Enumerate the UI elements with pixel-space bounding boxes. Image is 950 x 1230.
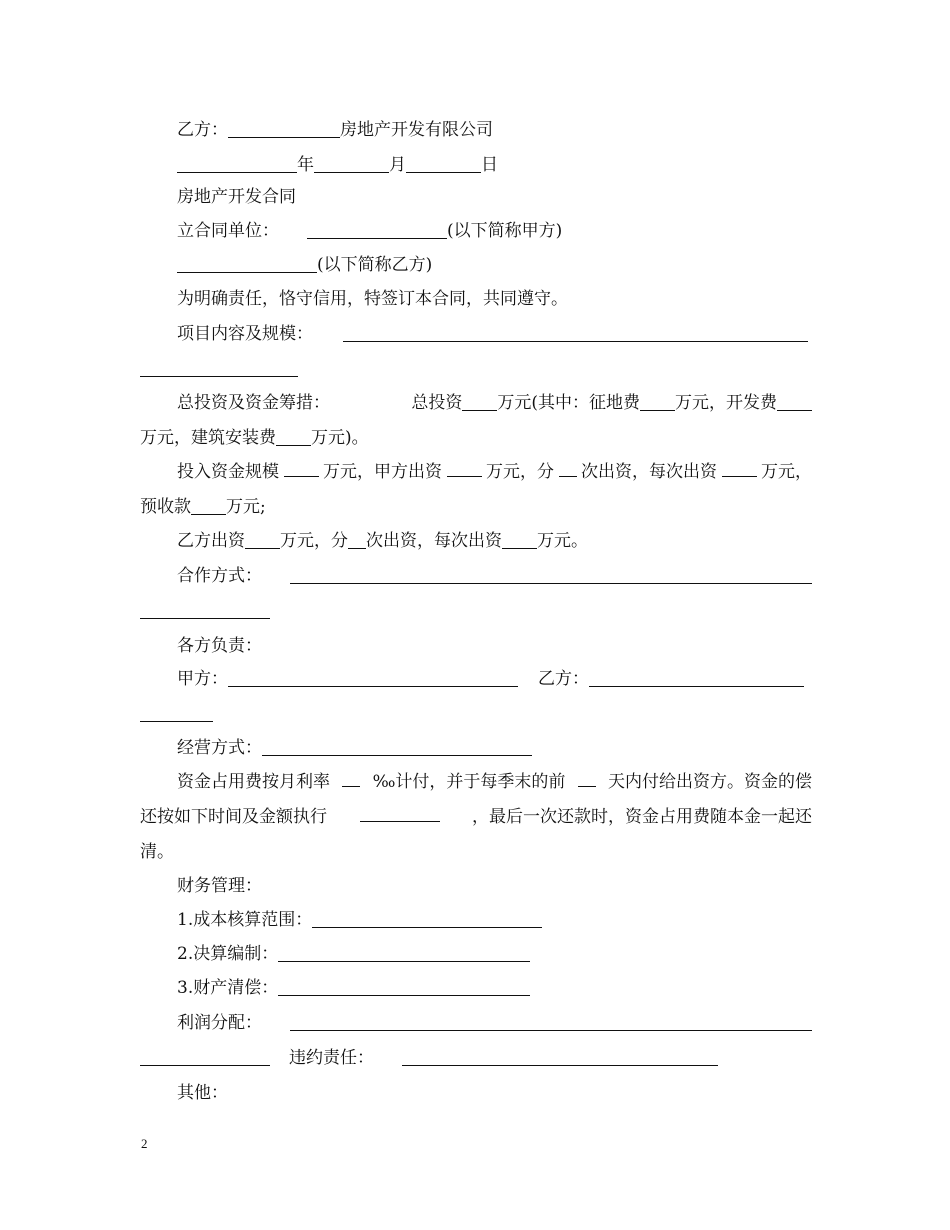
blank-resp-a	[228, 666, 518, 687]
project-line	[140, 317, 812, 351]
scale-line-cont	[140, 490, 812, 524]
blank-liquidation	[278, 975, 530, 996]
funding-text: 万元，分	[280, 531, 348, 551]
blank-total	[462, 390, 497, 411]
unit-label: 立合同单位：	[177, 221, 279, 241]
scale-text: 预收款	[140, 497, 191, 517]
funding-text: 万元。	[537, 531, 588, 551]
responsibility-line-cont	[140, 697, 812, 731]
project-label: 项目内容及规模：	[177, 324, 313, 344]
date-line	[140, 148, 812, 182]
blank-party-a-fund	[447, 456, 482, 477]
scale-line	[140, 455, 812, 489]
fee-text: ‰计付，并于每季末的前	[372, 772, 566, 792]
cooperation-label: 合作方式：	[177, 566, 262, 586]
month-label: 月	[389, 155, 406, 175]
blank-settlement	[278, 941, 530, 962]
fee-line-2	[140, 800, 812, 834]
project-line-cont	[140, 352, 812, 386]
blank-project	[343, 321, 808, 342]
breach-line	[140, 1041, 812, 1075]
blank-dev-fee	[777, 390, 812, 411]
party-b-note: (以下简称乙方)	[317, 255, 433, 275]
finance-item-2	[140, 937, 812, 971]
blank-prepay	[191, 494, 226, 515]
profit-label: 利润分配：	[177, 1013, 262, 1033]
blank-resp-b	[589, 666, 804, 687]
other-label: 其他：	[177, 1083, 228, 1103]
blank-schedule	[360, 801, 440, 822]
finance-item-1	[140, 903, 812, 937]
blank-b-times	[348, 528, 366, 549]
breach-label: 违约责任：	[289, 1048, 374, 1068]
fee-line-3: 清。	[140, 842, 174, 862]
investment-text: 万元(其中：征地费	[497, 393, 640, 413]
blank-b-each	[502, 528, 537, 549]
blank-days	[578, 766, 596, 787]
investment-line-cont	[140, 421, 812, 455]
fee-line-1	[140, 765, 812, 799]
cooperation-line	[140, 559, 812, 593]
blank-rate	[342, 766, 360, 787]
blank-party-a	[307, 218, 447, 239]
company-suffix: 房地产开发有限公司	[340, 120, 493, 140]
blank-each	[722, 456, 757, 477]
year-label: 年	[297, 155, 314, 175]
blank-resp-cont	[140, 701, 213, 722]
day-label: 日	[481, 155, 498, 175]
blank-field	[228, 117, 340, 138]
party-a-note: (以下简称甲方)	[447, 221, 563, 241]
scale-text: 万元，	[761, 462, 812, 482]
resp-party-a: 甲方：	[177, 669, 228, 689]
responsibility-label: 各方负责：	[177, 636, 262, 656]
blank-cooperation-cont	[140, 598, 270, 619]
blank-month	[314, 152, 389, 173]
finance-item-label: 2.决算编制：	[177, 944, 279, 964]
operation-label: 经营方式：	[177, 738, 262, 758]
blank-year	[177, 152, 297, 173]
scale-text: 万元，分	[486, 462, 554, 482]
investment-line	[140, 386, 812, 420]
investment-text: 万元，开发费	[675, 393, 777, 413]
party-b-label: 乙方：	[177, 120, 228, 140]
fee-text: 天内付给出资方。资金的偿	[608, 772, 812, 792]
blank-profit	[290, 1010, 812, 1031]
blank-cooperation	[290, 563, 812, 584]
resp-party-b: 乙方：	[538, 669, 589, 689]
party-b-note-line	[140, 248, 812, 282]
investment-text: 万元)。	[311, 428, 369, 448]
blank-breach	[402, 1045, 718, 1066]
blank-project-cont	[140, 356, 298, 377]
scale-text: 投入资金规模	[177, 462, 279, 482]
funding-text: 乙方出资	[177, 531, 245, 551]
funding-text: 次出资，每次出资	[366, 531, 502, 551]
blank-land-fee	[640, 390, 675, 411]
blank-times	[559, 456, 577, 477]
blank-scale	[284, 456, 319, 477]
finance-label: 财务管理：	[177, 876, 262, 896]
contract-unit-line	[140, 214, 812, 248]
contract-title: 房地产开发合同	[177, 187, 296, 207]
cooperation-line-cont	[140, 594, 812, 628]
blank-operation	[262, 735, 532, 756]
fee-text: ，最后一次还款时，资金占用费随本金一起还	[472, 807, 812, 827]
finance-item-label: 3.财产清偿：	[177, 978, 279, 998]
party-b-company-line	[140, 113, 812, 147]
finance-item-label: 1.成本核算范围：	[177, 910, 313, 930]
blank-build-fee	[276, 425, 311, 446]
profit-line	[140, 1006, 812, 1040]
page-number: 2	[141, 1136, 148, 1151]
blank-party-b	[177, 252, 317, 273]
preamble: 为明确责任，恪守信用，特签订本合同，共同遵守。	[177, 289, 568, 309]
operation-line	[140, 731, 812, 765]
blank-cost-scope	[312, 907, 542, 928]
finance-item-3	[140, 971, 812, 1005]
blank-profit-cont	[140, 1045, 270, 1066]
scale-text: 万元，甲方出资	[323, 462, 442, 482]
blank-day	[406, 152, 481, 173]
party-b-funding-line	[140, 524, 812, 558]
scale-text: 万元;	[226, 497, 266, 517]
blank-b-fund	[245, 528, 280, 549]
investment-label: 总投资及资金筹措：	[177, 393, 330, 413]
scale-text: 次出资，每次出资	[581, 462, 717, 482]
investment-text: 总投资	[411, 393, 463, 413]
investment-text: 万元，建筑安装费	[140, 428, 276, 448]
fee-text: 资金占用费按月利率	[177, 772, 330, 792]
responsibility-line	[140, 662, 812, 696]
fee-text: 还按如下时间及金额执行	[140, 807, 327, 827]
